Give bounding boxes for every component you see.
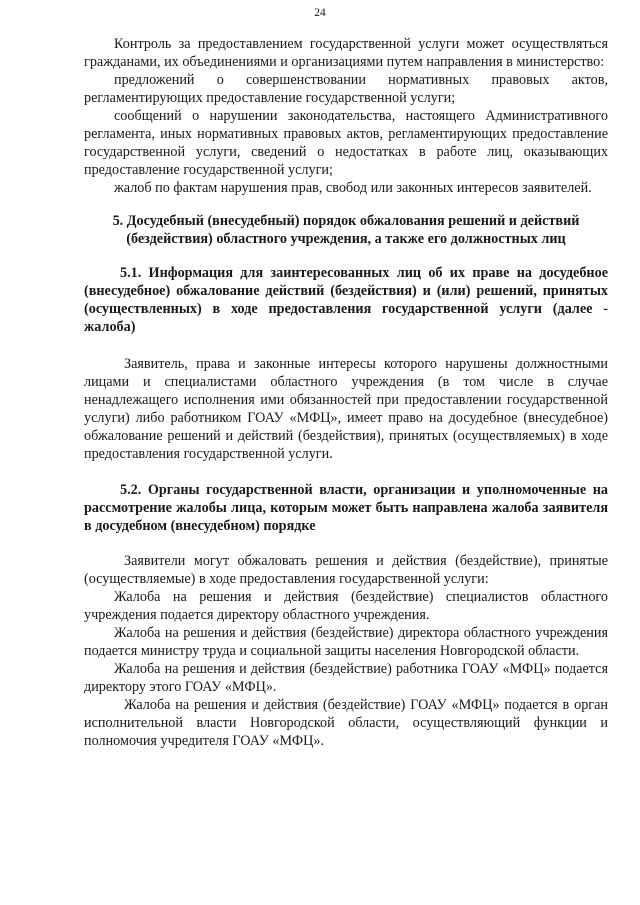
document-body [84,35,608,750]
section-5-1-heading: 5.1. Информация для заинтересованных лиц об их праве на досудебное (внесудебное) обжалование действий (бездействия) и (или) решений, принятых (осуществленных) в ходе предоставления государственной услуги (далее - жалоба) [84,265,608,335]
section-5-2-paragraph: Жалоба на решения и действия (бездействие) ГОАУ «МФЦ» подается в орган исполнительной власти Новгородской области, осуществляющий функции и полномочия учредителя ГОАУ «МФЦ». [84,697,608,749]
intro-paragraph: Контроль за предоставлением государственной услуги может осуществляться гражданами, их объединениями и организациями путем направления в министерство: [84,36,608,70]
section-5-1-paragraph: Заявитель, права и законные интересы которого нарушены должностными лицами и специалистами областного учреждения (в том числе в случае ненадлежащего исполнения ими обязанностей при предоставлении государственной услуги) либо работником ГОАУ «МФЦ», имеет право на досудебное (внесудебное) обжалование решений и действий (бездействия), принятых (осуществляемых) в ходе предоставления государственной услуги. [84,356,608,462]
page-number: 24 [314,7,326,19]
section-5-2-heading: 5.2. Органы государственной власти, организации и уполномоченные на рассмотрение жалобы лица, которым может быть направлена жалоба заявителя в досудебном (внесудебном) порядке [84,482,608,534]
list-item-reports: сообщений о нарушении законодательства, настоящего Административного регламента, иных нормативных правовых актов, регламентирующих предоставление государственной услуги, сведений о недостатках в работе лиц, оказывающих предоставление государственной услуги; [84,108,608,178]
section-5-2-paragraph: Жалоба на решения и действия (бездействие) работника ГОАУ «МФЦ» подается директору этого ГОАУ «МФЦ». [84,661,608,695]
section-5-2-paragraph: Жалоба на решения и действия (бездействие) директора областного учреждения подается министру труда и социальной защиты населения Новгородской области. [84,625,608,659]
section-5-2-paragraph: Жалоба на решения и действия (бездействие) специалистов областного учреждения подается директору областного учреждения. [84,589,608,623]
section-5-heading: 5. Досудебный (внесудебный) порядок обжалования решений и действий (бездействия) областного учреждения, а также его должностных лиц [112,213,580,247]
section-5-2-paragraph: Заявители могут обжаловать решения и действия (бездействие), принятые (осуществляемые) в ходе предоставления государственной услуги: [84,553,608,587]
list-item-complaints: жалоб по фактам нарушения прав, свобод или законных интересов заявителей. [114,180,592,196]
list-item-proposals: предложений о совершенствовании нормативных правовых актов, регламентирующих предоставление государственной услуги; [84,72,608,106]
